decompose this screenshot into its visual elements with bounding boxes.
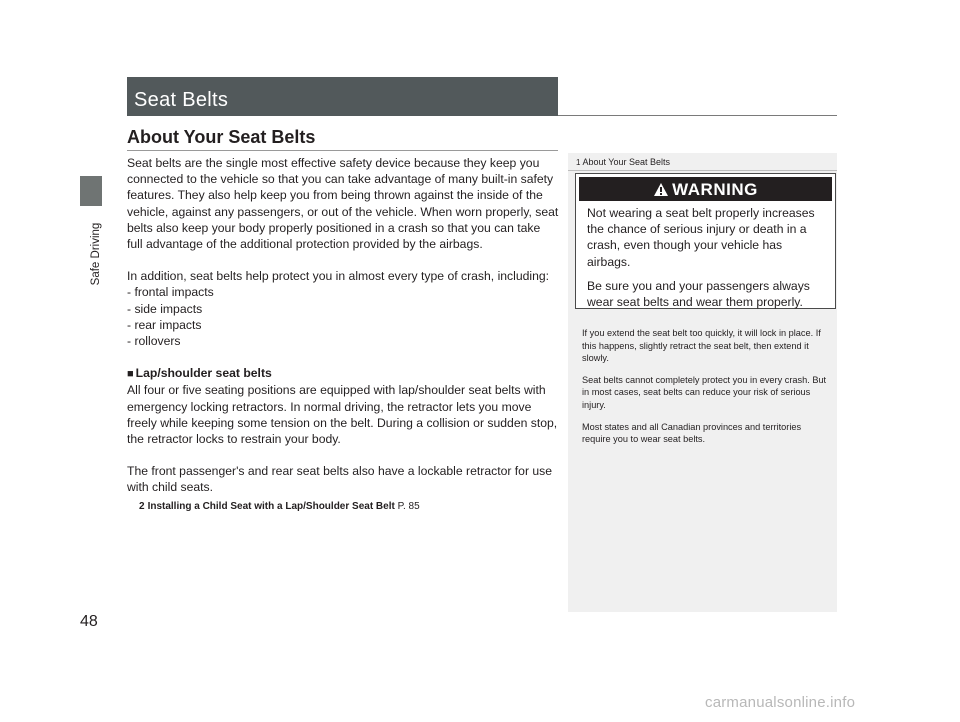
main-content (127, 155, 559, 515)
sidebar-divider (568, 170, 837, 171)
sidebar-header (576, 157, 670, 167)
page-title: Seat Belts (127, 77, 558, 116)
list-item: - rear impacts (127, 317, 202, 332)
sidebar-header-label: About Your Seat Belts (582, 157, 671, 167)
note-paragraph: If you extend the seat belt too quickly, it will lock in place. If this happens, slightly retract the seat belt, then extend it slowly. (582, 328, 821, 364)
watermark: carmanualsonline.info (705, 694, 856, 711)
reference-arrow-icon: 2 (139, 500, 145, 512)
subsection-title: Lap/shoulder seat belts (135, 366, 272, 381)
note-paragraph: Seat belts cannot completely protect you in every crash. But in most cases, seat belts can reduce your risk of serious injury. (582, 374, 827, 410)
sidebar-notes (568, 153, 837, 612)
warning-text: Be sure you and your passengers always wear seat belts and wear them properly. (587, 278, 810, 310)
chapter-tab-marker (80, 176, 102, 206)
warning-text: Not wearing a seat belt properly increases the chance of serious injury or death in a crash, even though your vehicle has airbags. (587, 206, 815, 269)
retractor-paragraph: All four or five seating positions are equipped with lap/shoulder seat belts with emergency locking retractors. In normal driving, the retractor lets you move freely while keeping some tension on the belt. During a collision or sudden stop, the retractor locks to restrain your body. (127, 383, 558, 447)
list-item: - side impacts (127, 301, 203, 316)
xref-title: Installing a Child Seat with a Lap/Shoulder Seat Belt (147, 500, 395, 512)
list-item: - rollovers (127, 334, 181, 349)
cross-reference-link[interactable] (139, 499, 559, 515)
note-marker-icon: 1 (576, 158, 581, 167)
section-heading: About Your Seat Belts (127, 127, 316, 147)
note-paragraph: Most states and all Canadian provinces and territories require you to wear seat belts. (582, 421, 802, 445)
child-seat-paragraph: The front passenger's and rear seat belts also have a lockable retractor for use with child seats. (127, 464, 553, 495)
crash-types-list (127, 284, 559, 349)
xref-page: P. 85 (397, 500, 420, 512)
warning-triangle-icon (653, 182, 669, 197)
subsection-heading (127, 365, 559, 382)
warning-body (587, 205, 827, 318)
intro-paragraph: Seat belts are the single most effective safety device because they keep you connected to the vehicle so that you can take advantage of many built-in safety features. They also help keep you from being thrown against the inside of the vehicle, against any passengers, or out of the vehicle. When worn properly, seat belts also keep your body properly positioned in a crash so that you can take full advantage of the additional protection provided by the airbags. (127, 156, 559, 252)
crash-types-intro: In addition, seat belts help protect you in almost every type of crash, including: (127, 269, 550, 284)
section-divider (127, 150, 558, 151)
warning-header (579, 177, 832, 201)
sidebar-note-list (582, 327, 832, 455)
page-number: 48 (80, 613, 98, 630)
warning-box (575, 173, 836, 309)
square-bullet-icon: ■ (127, 368, 134, 381)
chapter-label: Safe Driving (90, 222, 102, 286)
title-divider (558, 115, 837, 116)
warning-label: WARNING (672, 180, 758, 199)
list-item: - frontal impacts (127, 285, 214, 300)
